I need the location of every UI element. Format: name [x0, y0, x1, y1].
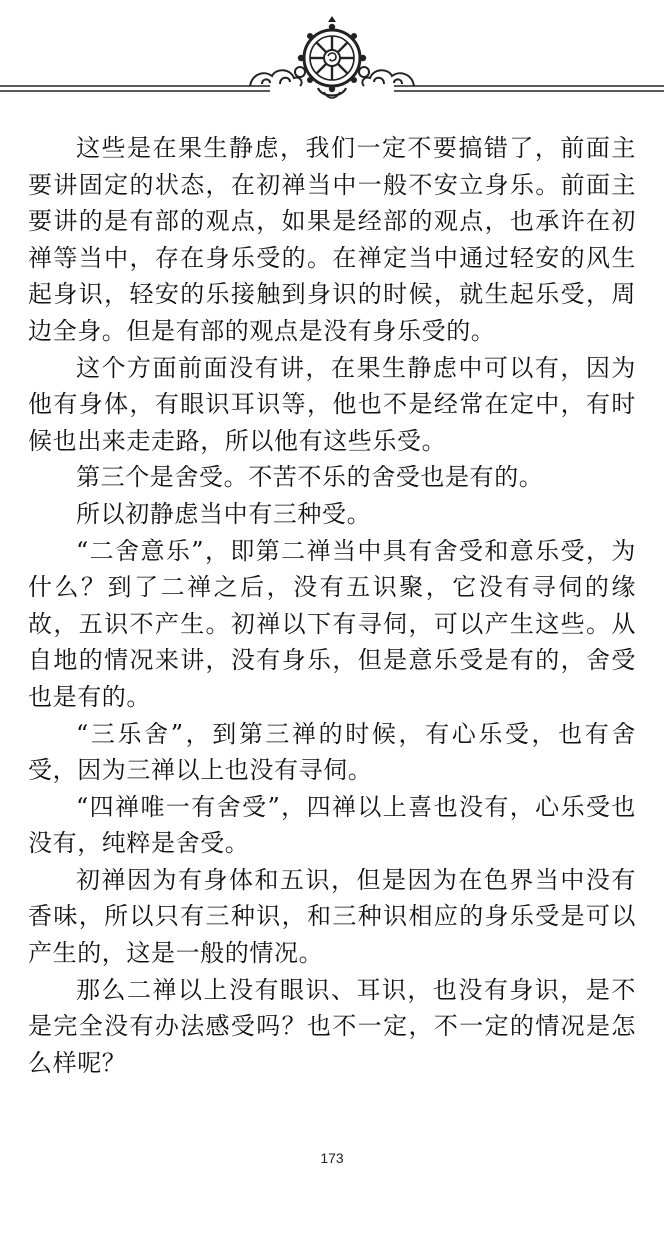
paragraph: 第三个是舍受。不苦不乐的舍受也是有的。 [76, 463, 544, 492]
page-header [0, 0, 664, 110]
paragraph: 所以初静虑当中有三种受。 [76, 499, 372, 528]
header-rule-left [0, 86, 270, 91]
page-number: 173 [320, 1150, 344, 1166]
header-rule-right [394, 86, 664, 91]
paragraph: “四禅唯一有舍受”，四禅以上喜也没有，心乐受也没有，纯粹是舍受。 [28, 792, 636, 858]
cloud-scroll-left-icon [250, 67, 305, 86]
dharma-wheel-icon [298, 16, 366, 98]
page-body [28, 130, 636, 1081]
header-ornament [0, 0, 664, 110]
paragraph: 那么二禅以上没有眼识、耳识，也没有身识，是不是完全没有办法感受吗？也不一定，不一定的情况是怎么样呢？ [28, 975, 636, 1077]
paragraph: 这个方面前面没有讲，在果生静虑中可以有，因为他有身体，有眼识耳识等，他也不是经常在定中，有时候也出来走走路，所以他有这些乐受。 [28, 353, 636, 455]
cloud-scroll-right-icon [359, 67, 414, 86]
paragraph: “三乐舍”，到第三禅的时候，有心乐受，也有舍受，因为三禅以上也没有寻伺。 [28, 719, 636, 785]
paragraph: 这些是在果生静虑，我们一定不要搞错了，前面主要讲固定的状态，在初禅当中一般不安立身乐。前面主要讲的是有部的观点，如果是经部的观点，也承许在初禅等当中，存在身乐受的。在禅定当中通过轻安的风生起身识，轻安的乐接触到身识的时候，就生起乐受，周边全身。但是有部的观点是没有身乐受的。 [28, 134, 636, 345]
paragraph: 初禅因为有身体和五识，但是因为在色界当中没有香味，所以只有三种识，和三种识相应的身乐受是可以产生的，这是一般的情况。 [28, 865, 636, 968]
paragraph: “二舍意乐”，即第二禅当中具有舍受和意乐受，为什么？到了二禅之后，没有五识聚，它没有寻伺的缘故，五识不产生。初禅以下有寻伺，可以产生这些。从自地的情况来讲，没有身乐，但是意乐受是有的，舍受也是有的。 [28, 536, 636, 711]
